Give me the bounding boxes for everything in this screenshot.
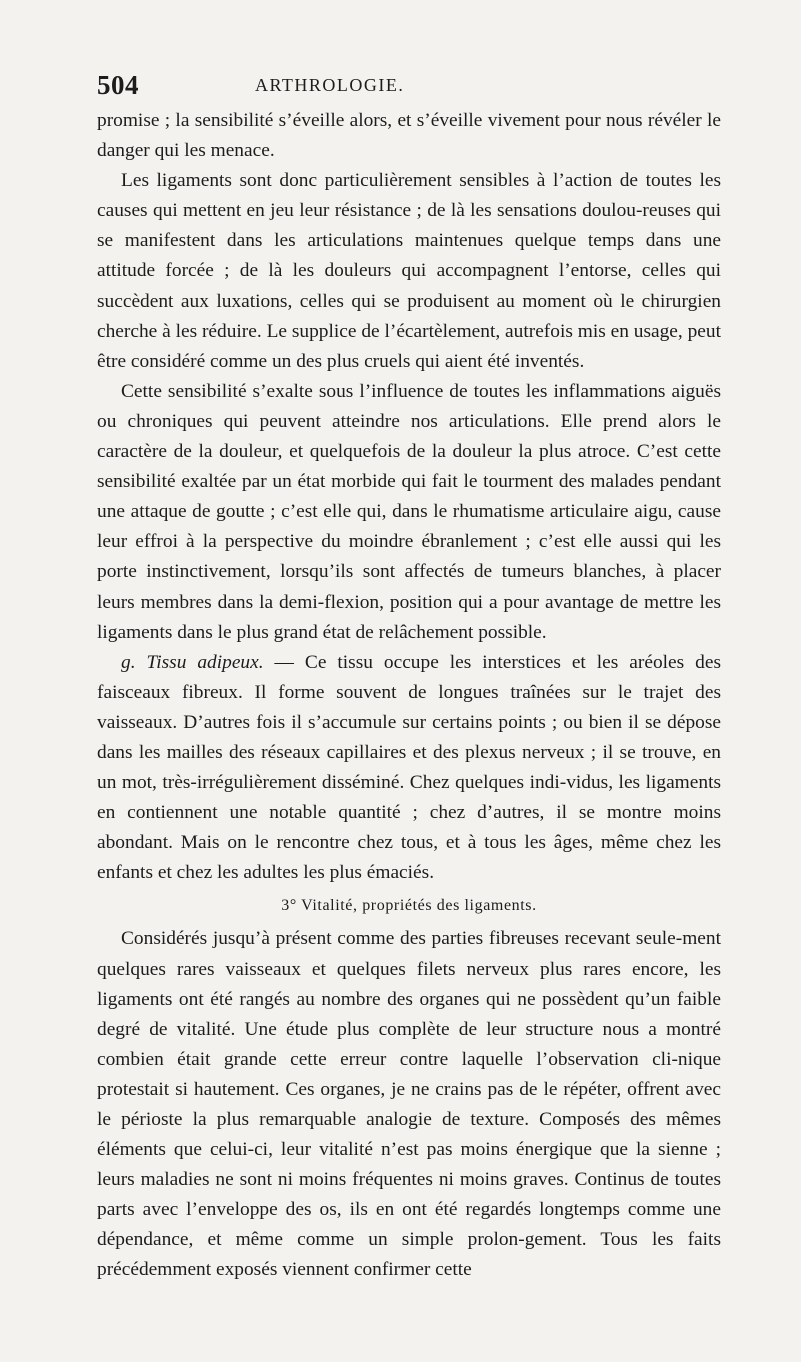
paragraph-2: Les ligaments sont donc particulièrement sensibles à l’action de toutes les causes qui mettent en jeu leur résistance ; de là les sensations doulou-reuses qui se manifestent dans les articulations maintenues quelque temps dans une attitude forcée ; de là les douleurs qui accompagnent l’entorse, celles qui succèdent aux luxations, celles qui se produisent au moment où le chirurgien cherche à les réduire. Le supplice de l’écartèlement, autrefois mis en usage, peut être considéré comme un des plus cruels qui aient été inventés.: [97, 170, 721, 372]
page-number: 504: [97, 70, 139, 100]
running-title: ARTHROLOGIE.: [255, 75, 405, 95]
body-text: [97, 106, 721, 1286]
paragraph-5: Considérés jusqu’à présent comme des parties fibreuses recevant seule-ment quelques rares vaisseaux et quelques filets nerveux plus rares encore, les ligaments ont été rangés au nombre des organes qui ne possèdent qu’un faible degré de vitalité. Une étude plus complète de leur structure nous a montré combien était grande cette erreur contre laquelle l’observation cli-nique protestait si hautement. Ces organes, je ne crains pas de le répéter, offrent avec le périoste la plus remarquable analogie de texture. Composés des mêmes éléments que celui-ci, leur vitalité n’est pas moins énergique que la sienne ; leurs maladies ne sont ni moins fréquentes ni moins graves. Continus de toutes parts avec l’enveloppe des os, ils en ont été regardés longtemps comme une dépendance, et même comme un simple prolon-gement. Tous les faits précédemment exposés viennent confirmer cette: [97, 928, 721, 1281]
paragraph-3: Cette sensibilité s’exalte sous l’influence de toutes les inflammations aiguës ou chroniques qui peuvent atteindre nos articulations. Elle prend alors le caractère de la douleur, et quelquefois de la douleur la plus atroce. C’est cette sensibilité exaltée par un état morbide qui fait le tourment des malades pendant une attaque de goutte ; c’est elle qui, dans le rhumatisme articulaire aigu, cause leur effroi à la perspective du moindre ébranlement ; c’est elle aussi qui les porte instinctivement, lorsqu’ils sont affectés de tumeurs blanches, à placer leurs membres dans la demi-flexion, position qui a pour avantage de mettre les ligaments dans le plus grand état de relâchement possible.: [97, 380, 721, 643]
section-heading: 3° Vitalité, propriétés des ligaments.: [281, 897, 537, 915]
paragraph-1: promise ; la sensibilité s’éveille alors, et s’éveille vivement pour nous révéler le danger qui les menace.: [97, 110, 721, 162]
paragraph-4: [97, 648, 721, 889]
section-label-tissu-adipeux: g. Tissu adipeux.: [121, 651, 264, 673]
running-head: [97, 66, 717, 106]
paragraph-4-text: — Ce tissu occupe les interstices et les aréoles des faisceaux fibreux. Il forme souvent de longues traînées sur le trajet des vaisseaux. D’autres fois il s’accumule sur certains points ; ou bien il se dépose dans les mailles des réseaux capillaires et des plexus nerveux ; il se trouve, en un mot, très-irrégulièrement disséminé. Chez quelques indi-vidus, les ligaments en contiennent une notable quantité ; chez d’autres, il se montre moins abondant. Mais on le rencontre chez tous, et à tous les âges, même chez les enfants et chez les adultes les plus émaciés.: [97, 651, 721, 884]
